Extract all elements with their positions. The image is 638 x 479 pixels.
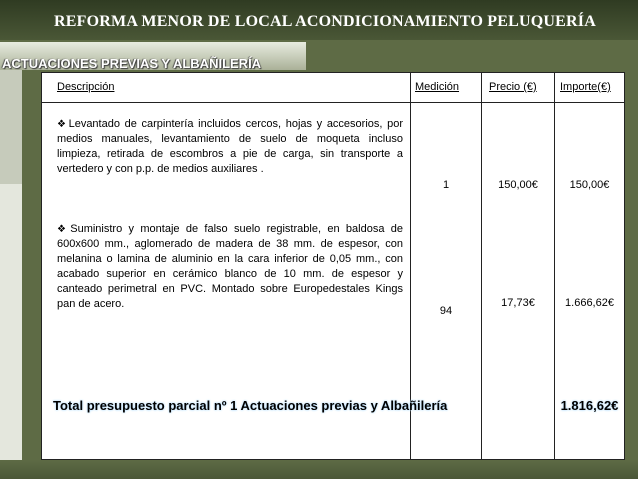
budget-table (41, 72, 625, 460)
row-price: 150,00€ (498, 179, 538, 191)
header-amount: Importe(€) (560, 81, 611, 93)
left-tab (0, 70, 22, 184)
row-measurement: 94 (439, 305, 453, 317)
table-border-bottom (41, 459, 625, 460)
table-row-description (57, 222, 403, 312)
table-border-left (41, 72, 42, 460)
column-divider (481, 72, 482, 460)
bottom-band (0, 460, 638, 479)
total-label: Total presupuesto parcial nº 1 Actuaciones previas y Albañilería (53, 398, 448, 413)
table-border-top (41, 72, 625, 73)
row-description-text: Suministro y montaje de falso suelo registrable, en baldosa de 600x600 mm., aglomerado de madera de 38 mm. de espesor, con melanina o lamina de aluminio en la cara inferior de 0,05 mm., con acabado superior en cerámico blanco de 10 mm. de espesor y canteado perimetral en PVC. Montado sobre Europedestales Kings pan de acero. (57, 223, 403, 310)
diamond-bullet-icon: ❖ (57, 119, 68, 130)
slide-title: REFORMA MENOR DE LOCAL ACONDICIONAMIENTO PELUQUERÍA (54, 13, 596, 30)
row-measurement: 1 (442, 179, 450, 191)
table-row-description (57, 117, 403, 177)
total-amount: 1.816,62€ (560, 398, 619, 413)
header-measurement: Medición (415, 81, 460, 93)
table-border-right (624, 72, 625, 460)
row-amount: 150,00€ (569, 179, 610, 191)
row-description-text: Levantado de carpintería incluidos cercos, hojas y accesorios, por medios manuales, levantamiento de suelo de moqueta incluso limpieza, retirada de escombros a pie de carga, sin transporte a vertedero y con p.p. de medios auxiliares . (57, 118, 404, 175)
header-description: Descripción (57, 81, 115, 93)
header-divider (41, 102, 625, 103)
row-price: 17,73€ (501, 297, 535, 309)
header-price: Precio (€) (489, 81, 537, 93)
diamond-bullet-icon: ❖ (57, 224, 70, 235)
row-amount: 1.666,62€ (565, 297, 614, 309)
section-title: ACTUACIONES PREVIAS Y ALBAÑILERÍA (2, 56, 262, 71)
